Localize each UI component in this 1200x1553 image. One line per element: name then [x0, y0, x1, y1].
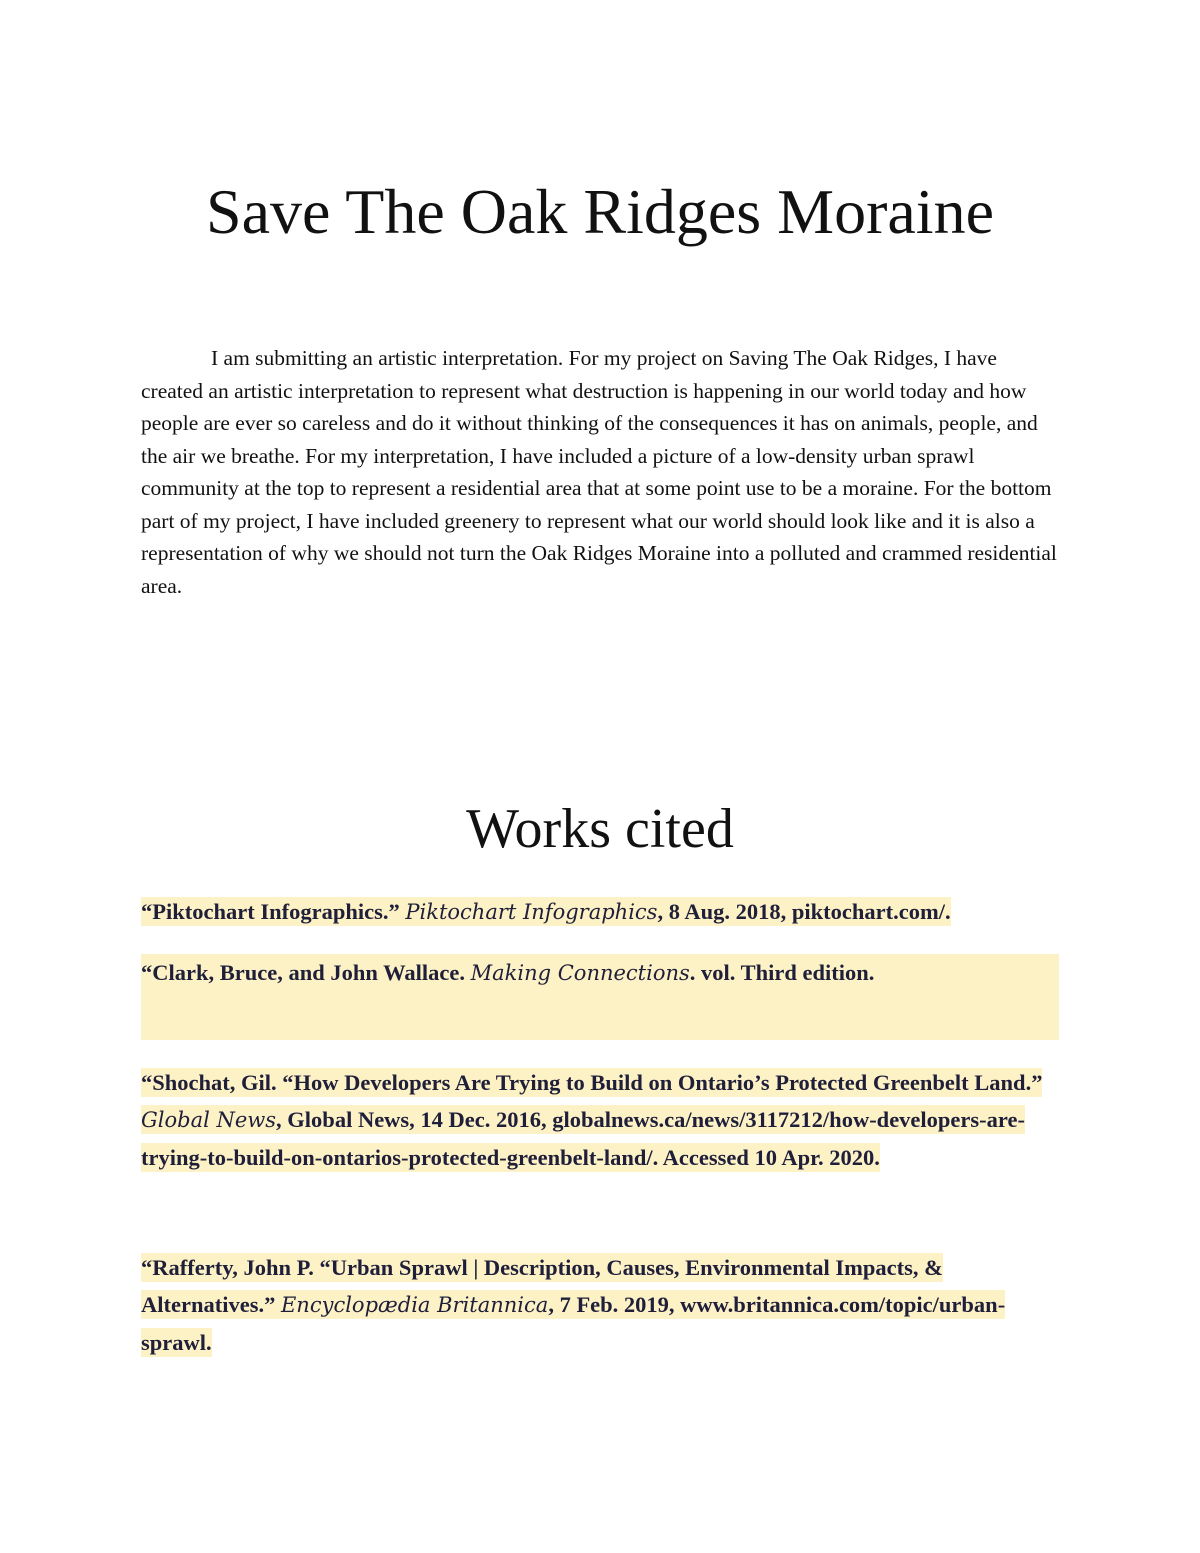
citation-highlight — [141, 1068, 1042, 1172]
citation-text: , 8 Aug. 2018, piktochart.com/. — [657, 899, 951, 924]
citation-source-title: Global News — [141, 1108, 277, 1132]
document-title: Save The Oak Ridges Moraine — [206, 176, 994, 247]
citation-rafferty — [141, 1249, 1059, 1361]
citation-text: “Clark, Bruce, and John Wallace. — [141, 960, 471, 985]
citation-highlight — [141, 897, 951, 926]
body-paragraph: I am submitting an artistic interpretation. For my project on Saving The Oak Ridges, I have created an artistic interpretation to represent what destruction is happening in our world today and how people are ever so careless and do it without thinking of the consequences it has on animals, people, and the air we breathe. For my interpretation, I have included a picture of a low-density urban sprawl community at the top to represent a residential area that at some point use to be a moraine. For the bottom part of my project, I have included greenery to represent what our world should look like and it is also a representation of why we should not turn the Oak Ridges Moraine into a polluted and crammed residential area. — [141, 346, 1057, 598]
works-cited-heading: Works cited — [466, 798, 734, 860]
citation-text: “Shochat, Gil. “How Developers Are Trying to Build on Ontario’s Protected Greenbelt Land.” — [141, 1070, 1043, 1095]
citation-text: . vol. Third edition. — [689, 960, 875, 985]
citation-clark-wallace — [141, 954, 1059, 1040]
citation-highlight — [141, 1253, 1005, 1357]
citation-text: , Global News, 14 Dec. 2016, globalnews.ca/news/3117212/how-developers-are-trying-to-build-on-ontarios-protected-greenbelt-land/. Accessed 10 Apr. 2020. — [141, 1107, 1025, 1170]
citation-source-title: Making Connections — [470, 961, 690, 985]
citation-piktochart — [141, 893, 1059, 931]
citation-text: “Rafferty, John P. “Urban Sprawl | Description, Causes, Environmental Impacts, & Alternatives.” — [141, 1255, 943, 1317]
citation-source-title: Encyclopædia Britannica — [280, 1293, 549, 1317]
citation-text: “Piktochart Infographics.” — [141, 899, 406, 924]
citation-shochat — [141, 1064, 1059, 1176]
citation-source-title: Piktochart Infographics — [405, 900, 658, 924]
citation-text: , 7 Feb. 2019, www.britannica.com/topic/urban-sprawl. — [141, 1292, 1006, 1355]
